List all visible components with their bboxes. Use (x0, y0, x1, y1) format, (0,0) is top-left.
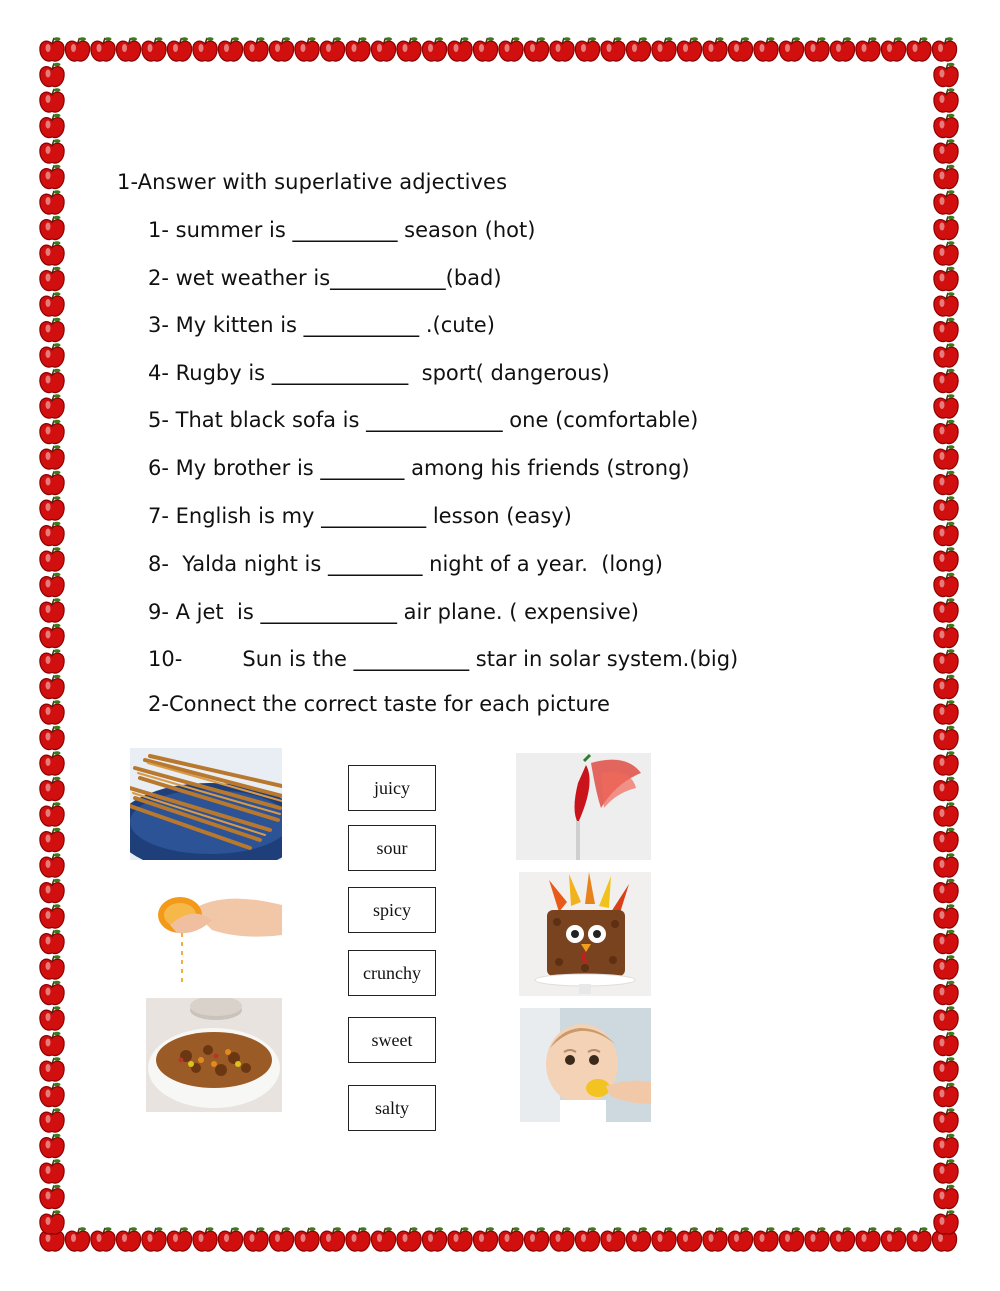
apple-border-icon (40, 1210, 64, 1234)
apple-border-icon (934, 1006, 958, 1030)
apple-border-icon (934, 955, 958, 979)
apple-border-icon (934, 343, 958, 367)
apple-border-icon (830, 37, 854, 61)
apple-border-icon (193, 1227, 217, 1251)
apple-border-icon (934, 471, 958, 495)
apple-border-icon (934, 573, 958, 597)
apple-border-icon (934, 700, 958, 724)
apple-border-icon (934, 598, 958, 622)
apple-border-icon (601, 1227, 625, 1251)
apple-border-icon (934, 1134, 958, 1158)
apple-border-icon (934, 1210, 958, 1234)
snack-mix-icon[interactable] (146, 998, 282, 1112)
apple-border-icon (934, 165, 958, 189)
apple-border-icon (65, 1227, 89, 1251)
apple-border-icon (422, 1227, 446, 1251)
apple-border-icon (371, 1227, 395, 1251)
apple-border-icon (40, 343, 64, 367)
apple-border-icon (934, 88, 958, 112)
word-box-salty[interactable]: salty (348, 1085, 436, 1131)
apple-border-icon (856, 37, 880, 61)
apple-border-icon (601, 37, 625, 61)
apple-border-icon (40, 37, 64, 61)
word-box-sour[interactable]: sour (348, 825, 436, 871)
apple-border-icon (40, 394, 64, 418)
word-box-juicy[interactable]: juicy (348, 765, 436, 811)
question-2: 2- wet weather is___________(bad) (148, 266, 502, 290)
apple-border-icon (473, 1227, 497, 1251)
question-9: 9- A jet is _____________ air plane. ( expensive) (148, 600, 639, 624)
apple-border-icon (40, 165, 64, 189)
question-10: 10- Sun is the ___________ star in solar system.(big) (148, 647, 739, 671)
apple-border-icon (371, 37, 395, 61)
apple-border-icon (934, 1057, 958, 1081)
apple-border-icon (40, 573, 64, 597)
apple-border-icon (754, 1227, 778, 1251)
apple-border-icon (40, 1134, 64, 1158)
apple-border-icon (805, 1227, 829, 1251)
apple-border-icon (40, 471, 64, 495)
apple-border-icon (881, 1227, 905, 1251)
apple-border-icon (499, 37, 523, 61)
apple-border-icon (934, 930, 958, 954)
apple-border-icon (40, 981, 64, 1005)
apple-border-icon (193, 37, 217, 61)
apple-border-icon (40, 139, 64, 163)
apple-border-icon (295, 37, 319, 61)
apple-border-icon (934, 624, 958, 648)
apple-border-icon (728, 37, 752, 61)
apple-border-icon (448, 37, 472, 61)
turkey-cake-icon[interactable] (519, 872, 651, 996)
section1-title: 1-Answer with superlative adjectives (117, 170, 508, 194)
question-5: 5- That black sofa is _____________ one (comfortable) (148, 408, 699, 432)
apple-border-icon (934, 1185, 958, 1209)
apple-border-icon (728, 1227, 752, 1251)
apple-border-icon (550, 37, 574, 61)
apple-border-icon (40, 496, 64, 520)
apple-border-icon (40, 904, 64, 928)
apple-border-icon (934, 649, 958, 673)
pretzel-sticks-icon[interactable] (130, 748, 282, 860)
word-box-crunchy[interactable]: crunchy (348, 950, 436, 996)
apple-border-icon (40, 63, 64, 87)
section2-title: 2-Connect the correct taste for each picture (148, 692, 610, 716)
apple-border-icon (40, 216, 64, 240)
apple-border-icon (934, 751, 958, 775)
apple-border-icon (142, 37, 166, 61)
apple-border-icon (703, 37, 727, 61)
apple-border-icon (550, 1227, 574, 1251)
apple-border-icon (320, 1227, 344, 1251)
apple-border-icon (40, 726, 64, 750)
apple-border-icon (40, 190, 64, 214)
apple-border-icon (881, 37, 905, 61)
apple-border-icon (934, 981, 958, 1005)
apple-border-icon (40, 114, 64, 138)
apple-border-icon (677, 1227, 701, 1251)
apple-border-icon (575, 1227, 599, 1251)
apple-border-icon (934, 216, 958, 240)
apple-border-icon (269, 37, 293, 61)
question-3: 3- My kitten is ___________ .(cute) (148, 313, 495, 337)
apple-border-icon (116, 37, 140, 61)
apple-border-icon (677, 37, 701, 61)
apple-border-icon (116, 1227, 140, 1251)
apple-border-icon (40, 624, 64, 648)
apple-border-icon (40, 1032, 64, 1056)
apple-border-icon (269, 1227, 293, 1251)
apple-border-icon (934, 1159, 958, 1183)
apple-border-icon (448, 1227, 472, 1251)
apple-border-icon (907, 37, 931, 61)
apple-border-icon (934, 1032, 958, 1056)
apple-border-icon (934, 267, 958, 291)
squeezed-orange-icon[interactable] (152, 885, 282, 985)
question-4: 4- Rugby is _____________ sport( dangerous) (148, 361, 610, 385)
apple-border-icon (40, 318, 64, 342)
apple-border-icon (934, 292, 958, 316)
apple-border-icon (40, 853, 64, 877)
apple-border-icon (40, 700, 64, 724)
apple-border-icon (40, 930, 64, 954)
apple-border-icon (142, 1227, 166, 1251)
apple-border-icon (397, 37, 421, 61)
apple-border-icon (40, 522, 64, 546)
apple-border-icon (40, 1159, 64, 1183)
apple-border-icon (934, 241, 958, 265)
apple-border-icon (934, 904, 958, 928)
apple-border-icon (91, 1227, 115, 1251)
apple-border-icon (40, 241, 64, 265)
apple-border-icon (40, 879, 64, 903)
apple-border-icon (934, 496, 958, 520)
apple-border-icon (524, 37, 548, 61)
apple-border-icon (40, 955, 64, 979)
apple-border-icon (473, 37, 497, 61)
apple-border-icon (244, 37, 268, 61)
apple-border-icon (934, 1083, 958, 1107)
apple-border-icon (40, 292, 64, 316)
apple-border-icon (626, 37, 650, 61)
apple-border-icon (805, 37, 829, 61)
apple-border-icon (934, 522, 958, 546)
apple-border-icon (934, 139, 958, 163)
apple-border-icon (65, 37, 89, 61)
red-chili-pepper-icon[interactable] (516, 753, 651, 860)
apple-border-icon (934, 777, 958, 801)
apple-border-icon (167, 37, 191, 61)
apple-border-icon (779, 1227, 803, 1251)
apple-border-icon (40, 1108, 64, 1132)
apple-border-icon (524, 1227, 548, 1251)
apple-border-icon (754, 37, 778, 61)
apple-border-icon (40, 675, 64, 699)
apple-border-icon (320, 37, 344, 61)
apple-border-icon (346, 1227, 370, 1251)
apple-border-icon (934, 726, 958, 750)
apple-border-icon (652, 1227, 676, 1251)
apple-border-icon (40, 802, 64, 826)
apple-border-icon (934, 394, 958, 418)
apple-border-icon (934, 190, 958, 214)
apple-border-icon (779, 37, 803, 61)
apple-border-icon (934, 114, 958, 138)
apple-border-icon (218, 1227, 242, 1251)
apple-border-icon (830, 1227, 854, 1251)
word-box-sweet[interactable]: sweet (348, 1017, 436, 1063)
apple-border-icon (934, 853, 958, 877)
apple-border-icon (934, 1108, 958, 1132)
apple-border-icon (934, 828, 958, 852)
apple-border-icon (40, 649, 64, 673)
apple-border-icon (652, 37, 676, 61)
apple-border-icon (934, 63, 958, 87)
apple-border-icon (40, 598, 64, 622)
apple-border-icon (856, 1227, 880, 1251)
apple-border-icon (40, 751, 64, 775)
question-7: 7- English is my __________ lesson (easy) (148, 504, 572, 528)
apple-border-icon (934, 802, 958, 826)
question-6: 6- My brother is ________ among his friends (strong) (148, 456, 690, 480)
apple-border-icon (907, 1227, 931, 1251)
apple-border-icon (703, 1227, 727, 1251)
apple-border-icon (91, 37, 115, 61)
apple-border-icon (934, 547, 958, 571)
apple-border-icon (934, 675, 958, 699)
apple-border-icon (40, 828, 64, 852)
apple-border-icon (40, 777, 64, 801)
apple-border-icon (934, 879, 958, 903)
question-8: 8- Yalda night is _________ night of a year. (long) (148, 552, 663, 576)
apple-border-icon (244, 1227, 268, 1251)
apple-border-icon (422, 37, 446, 61)
apple-border-icon (932, 37, 956, 61)
baby-tasting-lemon-icon[interactable] (520, 1008, 651, 1122)
apple-border-icon (575, 37, 599, 61)
apple-border-icon (167, 1227, 191, 1251)
apple-border-icon (40, 420, 64, 444)
apple-border-icon (397, 1227, 421, 1251)
apple-border-icon (40, 1057, 64, 1081)
apple-border-icon (40, 1006, 64, 1030)
apple-border-icon (40, 445, 64, 469)
apple-border-icon (40, 267, 64, 291)
apple-border-icon (934, 445, 958, 469)
apple-border-icon (499, 1227, 523, 1251)
question-1: 1- summer is __________ season (hot) (148, 218, 536, 242)
apple-border-icon (934, 369, 958, 393)
apple-border-icon (934, 318, 958, 342)
apple-border-icon (295, 1227, 319, 1251)
apple-border-icon (40, 1185, 64, 1209)
word-box-spicy[interactable]: spicy (348, 887, 436, 933)
apple-border-icon (218, 37, 242, 61)
apple-border-icon (626, 1227, 650, 1251)
apple-border-icon (346, 37, 370, 61)
apple-border-icon (934, 420, 958, 444)
apple-border-icon (40, 88, 64, 112)
apple-border-icon (40, 547, 64, 571)
apple-border-icon (40, 1083, 64, 1107)
apple-border-icon (40, 369, 64, 393)
